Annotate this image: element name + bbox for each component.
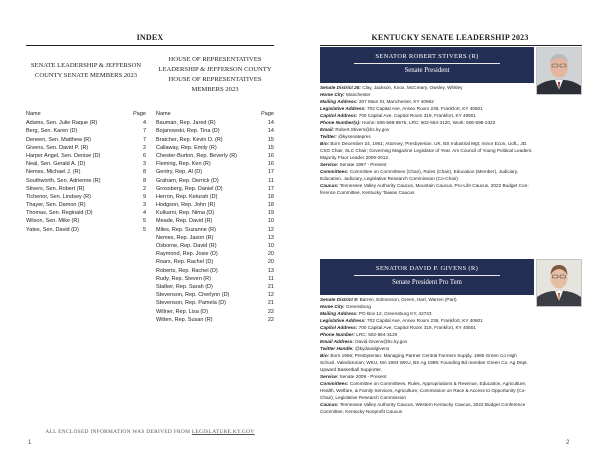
page-column-header: Page [133, 111, 146, 117]
member-name: Raymond, Rep. Josie (D) [156, 251, 218, 258]
member-name: Nemes, Michael J. (R) [26, 169, 81, 176]
index-row [26, 144, 146, 152]
leadership-page [300, 0, 600, 463]
index-title: INDEX [136, 33, 164, 42]
index-row [156, 217, 274, 225]
bio-label: Senate District 9: [320, 297, 359, 302]
leader-banner [320, 47, 534, 83]
member-page: 18 [267, 202, 274, 209]
member-name: Grossberg, Rep. Daniel (D) [156, 185, 223, 192]
member-name: Stevenson, Rep. Pamela (D) [156, 300, 227, 307]
index-row [156, 299, 274, 307]
title-rule [26, 45, 274, 46]
bio-text: Chair), Legislative Research Commission [320, 395, 406, 400]
member-name: Bojanowski, Rep. Tina (D) [156, 128, 220, 135]
member-page: 15 [267, 136, 274, 143]
member-page: 20 [267, 251, 274, 258]
source-link[interactable]: LEGISLATURE.KY.GOV [191, 429, 255, 435]
index-row [156, 201, 274, 209]
member-page: 8 [142, 169, 146, 176]
bio-line [320, 168, 582, 175]
bio-label: Legislative Address: [320, 106, 366, 111]
bio-line [320, 161, 582, 168]
leader-role: Senate President Pro Tem [392, 279, 462, 286]
bio-text: Born December 24, 1961; Attorney; Presbyterian. UK, BS Industrial Mgt; minor Econ, UofL, JD. [329, 141, 528, 146]
member-page: 18 [267, 193, 274, 200]
member-page: 10 [267, 218, 274, 225]
index-row [26, 193, 146, 201]
member-name: Berg, Sen. Karen (D) [26, 128, 78, 135]
bio-label: Bio: [320, 353, 330, 358]
leadership-title: KENTUCKY SENATE LEADERSHIP 2023 [371, 33, 529, 42]
bio-line [320, 394, 582, 401]
bio-text: Barren, Edmonson, Green, Hart, Warren (Part) [358, 297, 457, 302]
member-name: Thomas, Sen. Reginald (D) [26, 210, 93, 217]
member-page: 12 [267, 226, 274, 233]
bio-line [320, 296, 582, 303]
bio-line [320, 345, 582, 352]
member-name: Adams, Sen. Julie Raque (R) [26, 120, 98, 127]
bio-text: 702 Capital Ave, Annex Room 236, Frankfort, KY 40601 [365, 318, 483, 323]
bio-label: Committees: [320, 381, 349, 386]
bio-line [320, 317, 582, 324]
bio-text: Committee on Committees (Chair), Rules (Chair), Education (Member), Judiciary, [348, 169, 519, 174]
bio-text: Manchester [344, 92, 371, 97]
house-title-line: MEMBERS 2023 [191, 86, 239, 93]
bio-line [320, 147, 582, 154]
index-row [26, 177, 146, 185]
index-row [156, 209, 274, 217]
list-header [26, 110, 146, 118]
name-column-header: Name [26, 111, 41, 117]
index-row [156, 250, 274, 258]
index-row [156, 185, 274, 193]
member-name: Willner, Rep. Lisa (D) [156, 308, 208, 315]
member-page: 10 [267, 243, 274, 249]
index-row [156, 127, 274, 135]
member-page: 7 [142, 128, 146, 135]
member-name: Roarx, Rep. Rachel (D) [156, 259, 214, 266]
bio-label: Service: [320, 374, 339, 379]
bio-text: @kydavidgivens [353, 346, 390, 351]
bio-line [320, 380, 582, 387]
member-name: Bauman, Rep. Jared (R) [156, 120, 216, 127]
member-page: 21 [267, 283, 274, 290]
index-row [26, 217, 146, 225]
member-name: Stivers, Sen. Robert (R) [26, 185, 85, 192]
leader-bio [320, 84, 582, 196]
index-row [156, 160, 274, 168]
bio-line [320, 126, 582, 133]
index-row [26, 119, 146, 127]
bio-label: Bio: [320, 141, 330, 146]
member-page: 16 [267, 152, 274, 159]
bio-label: Email: [320, 127, 335, 132]
senate-title-line: SENATE LEADERSHIP & JEFFERSON [30, 62, 142, 69]
index-row [26, 160, 146, 168]
leader-bio [320, 296, 582, 415]
bio-line [320, 84, 582, 91]
member-page: 11 [268, 177, 274, 184]
banner-divider [354, 275, 500, 276]
house-title-line: HOUSE OF REPRESENTATIVES [168, 76, 262, 83]
house-section-title [156, 55, 274, 95]
index-row [156, 193, 274, 201]
bio-text: Tennessee Valley Authority Caucus, Western Kentucky Caucus, 2022 Budget Conference [338, 402, 526, 407]
member-page: 12 [267, 292, 274, 299]
bio-text: LRC: 502-564-3120 [354, 332, 398, 337]
member-page: 3 [142, 161, 146, 168]
leader-name: SENATOR DAVID P. GIVENS (R) [375, 265, 479, 272]
bio-line [320, 310, 582, 317]
bio-label: Committees: [320, 169, 349, 174]
bio-text: Health, Welfare, & Family Services, Agriculture, Commission on Race & Access to Opportunity (Co- [320, 388, 526, 393]
bio-text: Greensburg [344, 304, 371, 309]
bio-line [320, 387, 582, 394]
member-page: 3 [142, 202, 146, 209]
bio-label: Service: [320, 162, 339, 167]
member-page: 4 [142, 210, 146, 217]
index-row [26, 226, 146, 234]
member-page: 5 [142, 226, 146, 233]
member-name: Fleming, Rep. Ken (R) [156, 161, 211, 168]
member-page: 19 [267, 210, 274, 217]
bio-text: Clay, Jackson, Knox, McCreary, Owsley, Whitley [360, 85, 463, 90]
bio-label: Capitol Address: [320, 325, 358, 330]
member-name: Rudy, Rep. Steven (R) [156, 275, 211, 282]
member-name: Herron, Rep. Keturah (D) [156, 193, 218, 200]
page-column-header: Page [261, 111, 274, 117]
bio-text: Education, Judiciary, Legislative Research Commission (Co-Chair) [320, 176, 458, 181]
bio-line [320, 324, 582, 331]
member-name: Kulkarni, Rep. Nima (D) [156, 210, 215, 217]
bio-label: Caucus: [320, 183, 339, 188]
bio-text: Committee on Committees, Rules, Appropriations & Revenue, Education, Agriculture, [348, 381, 527, 386]
bio-text: Home: 606-598-8575, LRC: 502-564-3120, Work: 606-598-2322 [360, 120, 496, 125]
member-page: 21 [267, 300, 274, 307]
index-row [26, 152, 146, 160]
member-page: 16 [267, 161, 274, 168]
member-name: Deneen, Sen. Matthew (R) [26, 136, 92, 143]
bio-text: School, Valedictorian; WKU, MA 1993 WKU, BS Ag 1989; Founding Bd member Green Co. Ag Dept. [320, 360, 528, 365]
bio-text: Committee, Kentucky Nonprofit Caucus [320, 409, 403, 414]
member-name: Bratcher, Rep. Kevin D. (R) [156, 136, 223, 143]
bio-label: Phone Number: [320, 332, 355, 337]
index-row [156, 177, 274, 185]
member-page: 8 [142, 177, 146, 184]
bio-text: Senate 1997 - Present [338, 162, 387, 167]
bio-label: Twitter Handle: [320, 346, 354, 351]
member-page: 22 [267, 308, 274, 315]
index-row [156, 267, 274, 275]
house-title-line: HOUSE OF REPRESENTATIVES [168, 56, 262, 63]
index-row [156, 234, 274, 242]
member-name: Harper Angel, Sen. Denise (D) [26, 152, 101, 159]
bio-text: Tennessee Valley Authority Caucus, Mountain Caucus, Pro-Life Caucus, 2022 Budget Con- [338, 183, 529, 188]
leader-banner [320, 259, 534, 295]
bio-label: Capitol Address: [320, 113, 358, 118]
title-rule [320, 45, 582, 46]
list-header [156, 110, 274, 118]
bio-label: Mailing Address: [320, 99, 358, 104]
bio-line [320, 140, 582, 147]
member-name: Thayer, Sen. Damon (R) [26, 202, 86, 209]
member-name: Miles, Rep. Suzanne (R) [156, 226, 216, 233]
member-name: Nemes, Rep. Jason (R) [156, 234, 214, 241]
member-name: Graham, Rep. Derrick (D) [156, 177, 219, 184]
index-row [156, 144, 274, 152]
member-name: Tichenor, Sen. Lindsey (R) [26, 193, 91, 200]
bio-label: Mailing Address: [320, 311, 358, 316]
index-row [156, 152, 274, 160]
member-name: Southworth, Sen. Adrienne (R) [26, 177, 101, 184]
index-row [156, 242, 274, 250]
house-title-line: LEADERSHIP & JEFFERSON COUNTY [158, 66, 272, 73]
bio-text: Born 1966; Presbyterian. Managing Partner Central Farmers Supply. 1985 Green Co High [329, 353, 517, 358]
bio-text: Upward Basketball Supporter. [320, 367, 383, 372]
index-row [156, 316, 274, 324]
senate-member-list [26, 110, 146, 234]
member-page: 2 [142, 185, 146, 192]
name-column-header: Name [156, 111, 171, 117]
bio-line [320, 331, 582, 338]
source-footnote [0, 429, 300, 435]
member-name: Roberts, Rep. Rachel (D) [156, 267, 218, 274]
member-name: Gentry, Rep. Al (D) [156, 169, 203, 176]
index-row [26, 201, 146, 209]
member-page: 13 [267, 234, 274, 241]
member-name: Callaway, Rep. Emily (R) [156, 144, 217, 151]
bio-line [320, 303, 582, 310]
banner-divider [354, 63, 500, 64]
bio-line [320, 373, 582, 380]
bio-line [320, 182, 582, 189]
page-number: 2 [566, 440, 570, 446]
bio-text: CSG Chair, SLC Chair; Governing Magazine Legislator of Year. Am Council of Young Political Leaders. [320, 148, 533, 153]
bio-text: ference Committee, Kentucky Taiwan Caucus [320, 190, 415, 195]
index-row [26, 209, 146, 217]
bio-text: 207 Main St, Manchester, KY 40962 [357, 99, 434, 104]
footnote-text: ALL ENCLOSED INFORMATION WAS DERIVED FROM [45, 429, 192, 435]
index-row [26, 127, 146, 135]
bio-line [320, 119, 582, 126]
bio-text: @kysenatepres [336, 134, 371, 139]
bio-line [320, 401, 582, 408]
member-name: Chester-Burton, Rep. Beverly (R) [156, 152, 237, 159]
page-number: 1 [28, 440, 32, 446]
member-page: 5 [142, 218, 146, 225]
index-row [26, 168, 146, 176]
bio-label: Home City: [320, 92, 345, 97]
bio-line [320, 154, 582, 161]
house-member-list [156, 110, 274, 324]
index-row [26, 136, 146, 144]
member-name: Neal, Sen. Gerald A. (D) [26, 161, 86, 168]
member-name: Yates, Sen. David (D) [26, 226, 79, 233]
member-name: Meade, Rep. David (R) [156, 218, 213, 225]
bio-text: 700 Capital Ave, Capitol Room 319, Frankfort, KY 40601 [357, 325, 476, 330]
senate-section-title [25, 61, 147, 81]
bio-label: Email Address: [320, 339, 354, 344]
bio-label: Caucus: [320, 402, 339, 407]
member-name: Givens, Sen. David P. (R) [26, 144, 89, 151]
index-row [156, 275, 274, 283]
bio-text: David.Givens@lrc.ky.gov [353, 339, 408, 344]
member-page: 22 [267, 316, 274, 323]
member-name: Osborne, Rep. David (R) [156, 243, 217, 249]
bio-line [320, 112, 582, 119]
bio-label: Home City: [320, 304, 345, 309]
index-row [156, 291, 274, 299]
member-page: 14 [267, 120, 274, 127]
bio-text: Senate 2009 - Present [338, 374, 387, 379]
index-row [26, 185, 146, 193]
member-page: 6 [142, 152, 146, 159]
bio-line [320, 133, 582, 140]
bio-line [320, 366, 582, 373]
member-page: 11 [268, 275, 274, 282]
bio-label: Phone Number(s): [320, 120, 361, 125]
bio-text: 702 Capital Ave, Annex Room 236, Frankfort, KY 40601 [365, 106, 483, 111]
bio-text: Robert.Stivers@lrc.ky.gov [334, 127, 390, 132]
bio-line [320, 338, 582, 345]
senate-title-line: COUNTY SENATE MEMBERS 2023 [34, 72, 138, 79]
bio-line [320, 408, 582, 415]
index-row [156, 283, 274, 291]
bio-line [320, 91, 582, 98]
bio-label: Senate District 25: [320, 85, 361, 90]
member-page: 20 [267, 259, 274, 266]
member-name: Stalker, Rep. Sarah (D) [156, 283, 213, 290]
bio-line [320, 189, 582, 196]
bio-line [320, 105, 582, 112]
bio-text: Majority Floor Leader 2009-2012. [320, 155, 390, 160]
index-row [156, 226, 274, 234]
index-row [156, 168, 274, 176]
bio-text: 700 Capital Ave, Capitol Room 319, Frankfort, KY 40601 [357, 113, 476, 118]
bio-line [320, 175, 582, 182]
index-row [156, 308, 274, 316]
member-name: Hodgson, Rep. John (R) [156, 202, 216, 209]
member-page: 7 [142, 136, 146, 143]
member-name: Wilson, Sen. Mike (R) [26, 218, 80, 225]
index-row [156, 136, 274, 144]
member-page: 13 [267, 267, 274, 274]
bio-label: Legislative Address: [320, 318, 366, 323]
member-page: 2 [142, 144, 146, 151]
bio-text: PO Box 12, Greensburg KY, 42743 [357, 311, 432, 316]
bio-label: Twitter: [320, 134, 337, 139]
member-name: Witten, Rep. Susan (R) [156, 316, 213, 323]
bio-line [320, 359, 582, 366]
leader-role: Senate President [404, 67, 450, 74]
member-page: 17 [267, 169, 274, 176]
member-name: Stevenson, Rep. Cherlynn (D) [156, 292, 230, 299]
member-page: 15 [267, 144, 274, 151]
member-page: 4 [142, 120, 146, 127]
member-page: 17 [267, 185, 274, 192]
index-row [156, 258, 274, 266]
leader-name: SENATOR ROBERT STIVERS (R) [375, 53, 479, 60]
bio-line [320, 98, 582, 105]
index-row [156, 119, 274, 127]
member-page: 9 [142, 193, 146, 200]
member-page: 14 [267, 128, 274, 135]
bio-line [320, 352, 582, 359]
